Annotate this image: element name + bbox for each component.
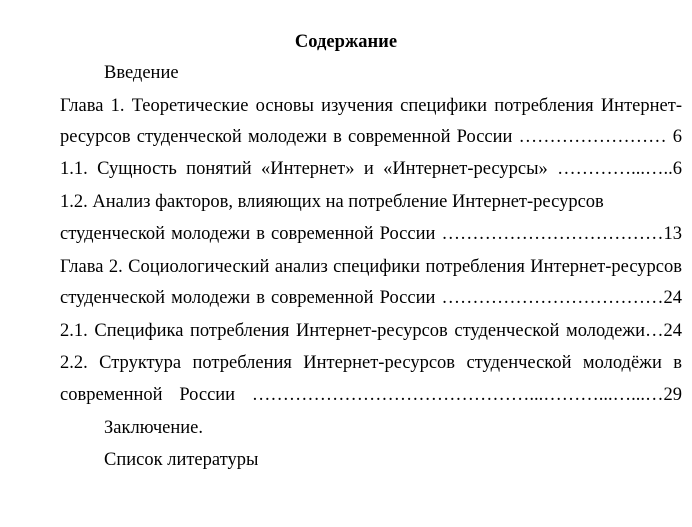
toc-entry-chapter-2-line-2: студенческой молодежи в современной России ………………………………24: [60, 288, 682, 308]
toc-entry-section-1-2-line-2: студенческой молодежи в современной России ………………………………13: [60, 224, 682, 244]
toc-entry-introduction: Введение: [104, 63, 179, 83]
toc-entry-chapter-2-line-1: Глава 2. Социологический анализ специфики потребления Интернет-ресурсов: [60, 257, 682, 277]
toc-entry-section-2-1: 2.1. Специфика потребления Интернет-ресурсов студенческой молодежи…24: [60, 321, 682, 341]
toc-entry-chapter-1-line-2: ресурсов студенческой молодежи в современной России …………………… 6: [60, 127, 682, 147]
toc-entry-conclusion: Заключение.: [104, 418, 203, 438]
toc-entry-section-1-1: 1.1. Сущность понятий «Интернет» и «Интернет-ресурсы» …………...…..6: [60, 159, 682, 179]
toc-entry-section-2-2-line-2: современной России ………………………………………...………...…...…29: [60, 385, 682, 405]
toc-entry-chapter-1-line-1: Глава 1. Теоретические основы изучения специфики потребления Интернет-: [60, 96, 682, 116]
toc-entry-section-2-2-line-1: 2.2. Структура потребления Интернет-ресурсов студенческой молодёжи в: [60, 353, 682, 373]
toc-entry-references: Список литературы: [104, 450, 259, 470]
toc-entry-section-1-2-line-1: 1.2. Анализ факторов, влияющих на потребление Интернет-ресурсов: [60, 192, 604, 212]
page-title: Содержание: [294, 32, 398, 52]
